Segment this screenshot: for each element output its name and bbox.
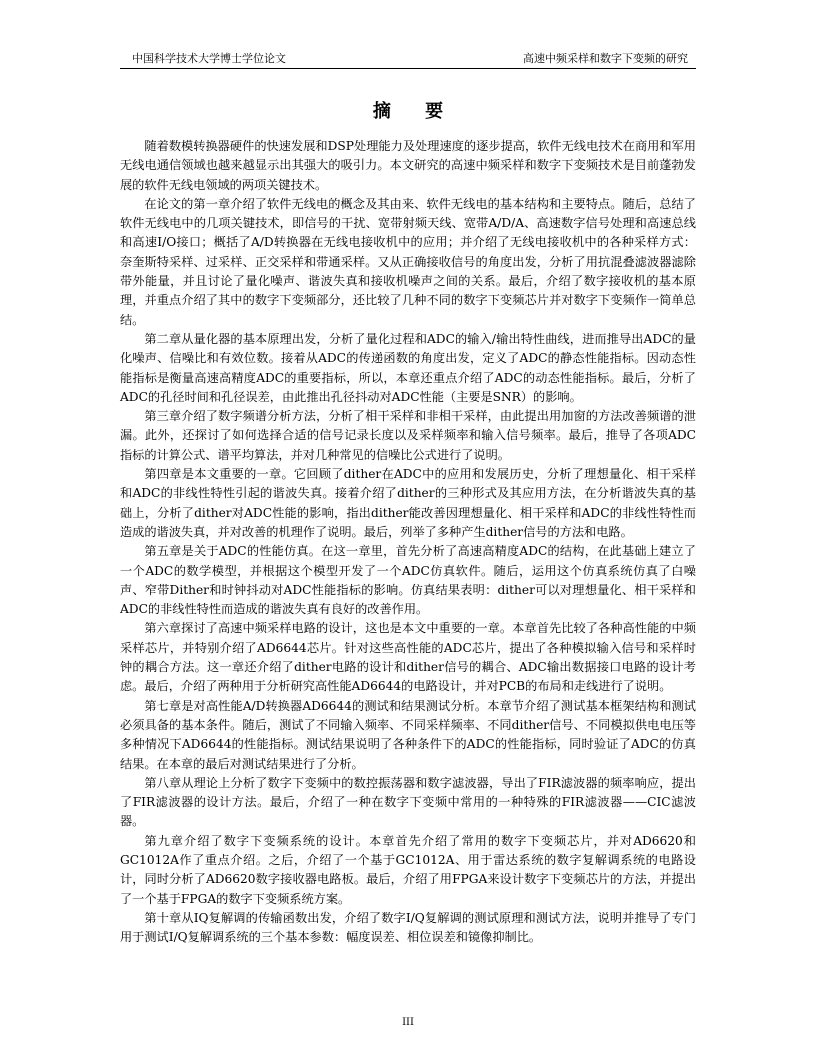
header-thesis-label: 中国科学技术大学博士学位论文 xyxy=(132,52,286,65)
abstract-paragraph: 第十章从IQ复解调的传输函数出发，介绍了数字I/Q复解调的测试原理和测试方法，说明并推导了专门用于测试I/Q复解调系统的三个基本参数：幅度误差、相位误差和镜像抑制比。 xyxy=(120,910,696,945)
page-number: III xyxy=(402,1017,414,1028)
abstract-paragraph: 第六章探讨了高速中频采样电路的设计，这也是本文中重要的一章。本章首先比较了各种高性能的中频采样芯片，并特别介绍了AD6644芯片。针对这些高性能的ADC芯片，提出了各种模拟输入信号和采样时钟的耦合方法。这一章还介绍了dither电路的设计和dither信号的耦合、ADC输出数据接口电路的设计考虑。最后，介绍了两种用于分析研究高性能AD6644的电路设计，并对PCB的布局和走线进行了说明。 xyxy=(120,621,696,694)
abstract-paragraph: 第七章是对高性能A/D转换器AD6644的测试和结果测试分析。本章节介绍了测试基本框架结构和测试必须具备的基本条件。随后，测试了不同输入频率、不同采样频率、不同dither信号、不同模拟供电电压等多种情况下AD6644的性能指标。测试结果说明了各种条件下的ADC的性能指标，同时验证了ADC的仿真结果。在本章的最后对测试结果进行了分析。 xyxy=(120,698,696,771)
abstract-paragraph: 第九章介绍了数字下变频系统的设计。本章首先介绍了常用的数字下变频芯片，并对AD6620和GC1012A作了重点介绍。之后，介绍了一个基于GC1012A、用于雷达系统的数字复解调系统的电路设计，同时分析了AD6620数字接收器电路板。最后，介绍了用FPGA来设计数字下变频芯片的方法，并提出了一个基于FPGA的数字下变频系统方案。 xyxy=(120,833,696,906)
abstract-paragraph: 第二章从量化器的基本原理出发，分析了量化过程和ADC的输入/输出特性曲线，进而推导出ADC的量化噪声、信噪比和有效位数。接着从ADC的传递函数的角度出发，定义了ADC的静态性能指标。因动态性能指标是衡量高速高精度ADC的重要指标，所以，本章还重点介绍了ADC的动态性能指标。最后，分析了ADC的孔径时间和孔径误差，由此推出孔径抖动对ADC性能（主要是SNR）的影响。 xyxy=(120,331,696,404)
abstract-paragraph: 随着数模转换器硬件的快速发展和DSP处理能力及处理速度的逐步提高，软件无线电技术在商用和军用无线电通信领域也越来越显示出其强大的吸引力。本文研究的高速中频采样和数字下变频技术是目前蓬勃发展的软件无线电领域的两项关键技术。 xyxy=(120,139,696,192)
abstract-paragraph: 第五章是关于ADC的性能仿真。在这一章里，首先分析了高速高精度ADC的结构，在此基础上建立了一个ADC的数学模型，并根据这个模型开发了一个ADC仿真软件。随后，运用这个仿真系统仿真了白噪声、窄带Dither和时钟抖动对ADC性能指标的影响。仿真结果表明：dither可以对理想量化、相干采样和ADC的非线性特性而造成的谐波失真有良好的改善作用。 xyxy=(120,544,696,617)
abstract-paragraph: 第四章是本文重要的一章。它回顾了dither在ADC中的应用和发展历史，分析了理想量化、相干采样和ADC的非线性特性引起的谐波失真。接着介绍了dither的三种形式及其应用方法，在分析谐波失真的基础上，分析了dither对ADC性能的影响，指出dither能改善因理想量化、相干采样和ADC的非线性特性而造成的谐波失真，并对改善的机理作了说明。最后，列举了多种产生dither信号的方法和电路。 xyxy=(120,467,696,539)
page-title: 摘 要 xyxy=(372,101,458,122)
abstract-paragraph: 在论文的第一章介绍了软件无线电的概念及其由来、软件无线电的基本结构和主要特点。随后，总结了软件无线电中的几项关键技术，即信号的干扰、宽带射频天线、宽带A/D/A、高速数字信号处理和高速总线和高速I/O接口；概括了A/D转换器在无线电接收机中的应用；并介绍了无线电接收机中的各种采样方式：奈奎斯特采样、过采样、正交采样和带通采样。又从正确接收信号的角度出发，分析了用抗混叠滤波器滤除带外能量，并且讨论了量化噪声、谐波失真和接收机噪声之间的关系。最后，介绍了数字接收机的基本原理，并重点介绍了其中的数字下变频部分，还比较了几种不同的数字下变频芯片并对数字下变频作一简单总结。 xyxy=(120,196,696,327)
running-header xyxy=(120,48,696,69)
header-thesis-title: 高速中频采样和数字下变频的研究 xyxy=(523,52,688,65)
abstract-body xyxy=(120,137,696,947)
abstract-paragraph: 第八章从理论上分析了数字下变频中的数控振荡器和数字滤波器，导出了FIR滤波器的频率响应，提出了FIR滤波器的设计方法。最后，介绍了一种在数字下变频中常用的一种特殊的FIR滤波器——CIC滤波器。 xyxy=(120,775,696,829)
abstract-paragraph: 第三章介绍了数字频谱分析方法，分析了相干采样和非相干采样，由此提出用加窗的方法改善频谱的泄漏。此外，还探讨了如何选择合适的信号记录长度以及采样频率和输入信号频率。最后，推导了各项ADC指标的计算公式、谱平均算法，并对几种常见的信噪比公式进行了说明。 xyxy=(120,409,696,462)
